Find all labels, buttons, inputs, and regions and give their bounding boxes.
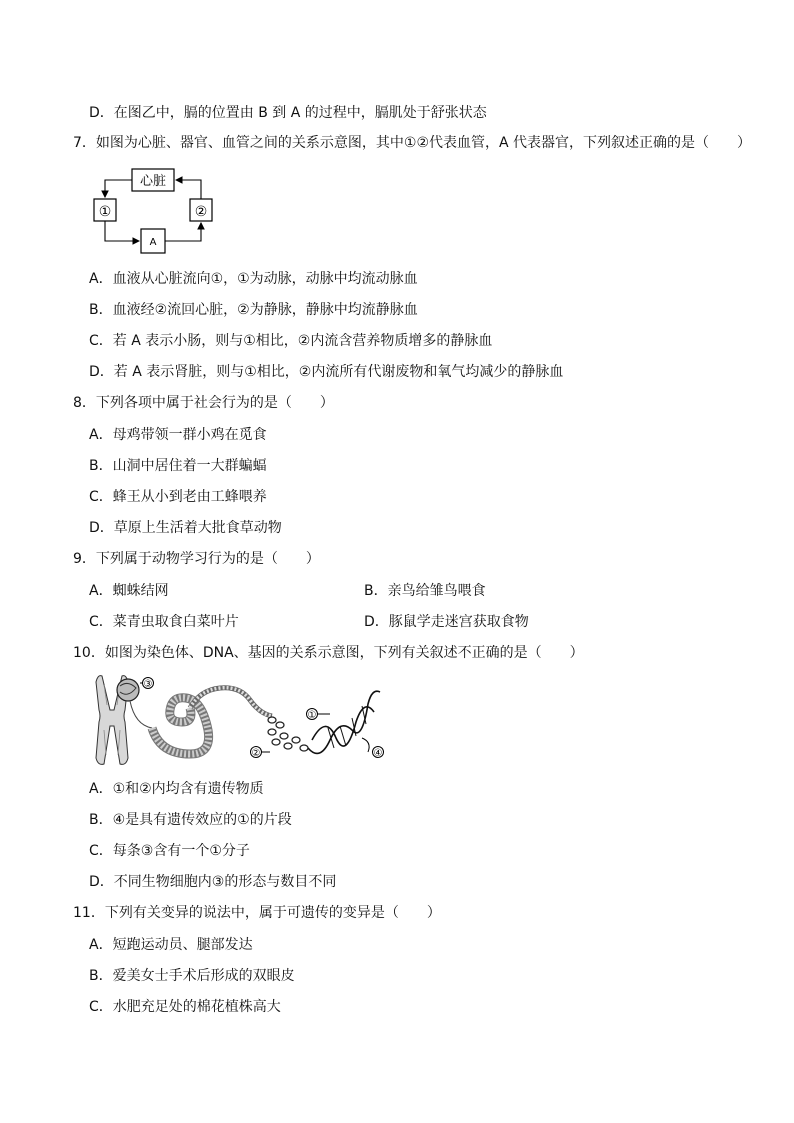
q7-option-d: D．若 A 表示肾脏，则与①相比，②内流所有代谢废物和氧气均减少的静脉血 — [89, 364, 564, 380]
label-3: ③ — [143, 679, 153, 690]
q8-stem: 8．下列各项中属于社会行为的是（ ） — [73, 395, 334, 411]
label-1: ① — [307, 710, 317, 721]
svg-text:①: ① — [98, 204, 112, 220]
q9-option-d: D．豚鼠学走迷宫获取食物 — [364, 614, 529, 630]
coiled-chromatin — [152, 688, 272, 754]
organ-a-box — [141, 229, 165, 253]
q8-option-c: C．蜂王从小到老由工蜂喂养 — [89, 489, 267, 505]
q8-option-d: D．草原上生活着大批食草动物 — [89, 520, 282, 536]
arrow-heart-to-1 — [105, 180, 132, 197]
q7-circulation-diagram — [88, 163, 223, 258]
arrow-2-to-heart — [176, 180, 201, 199]
arrow-1-to-a — [105, 221, 139, 241]
vessel-2-box — [190, 199, 212, 221]
vessel-1-box — [94, 199, 116, 221]
q10-option-d: D．不同生物细胞内③的形态与数目不同 — [89, 874, 337, 890]
q10-option-a: A．①和②内均含有遗传物质 — [89, 781, 264, 797]
q11-option-c: C．水肥充足处的棉花植株高大 — [89, 999, 281, 1015]
q9-option-a: A．蜘蛛结网 — [89, 583, 169, 599]
q10-option-c: C．每条③含有一个①分子 — [89, 843, 250, 859]
nucleosome-beads — [268, 717, 308, 751]
q11-option-b: B．爱美女士手术后形成的双眼皮 — [89, 968, 295, 984]
q10-option-b: B．④是具有遗传效应的①的片段 — [89, 812, 292, 828]
q8-option-a: A．母鸡带领一群小鸡在觅食 — [89, 427, 267, 443]
label-4: ④ — [373, 748, 383, 759]
q10-chromosome-dna-gene-diagram — [90, 670, 390, 770]
arrow-a-to-2 — [165, 223, 201, 241]
svg-text:A: A — [149, 237, 157, 248]
q9-stem: 9．下列属于动物学习行为的是（ ） — [73, 551, 320, 567]
q7-stem: 7．如图为心脏、器官、血管之间的关系示意图，其中①②代表血管，A 代表器官，下列叙述正确的是（ ） — [73, 135, 752, 151]
q7-option-b: B．血液经②流回心脏，②为静脉，静脉中均流静脉血 — [89, 302, 418, 318]
svg-text:心脏: 心脏 — [139, 174, 167, 189]
q8-option-b: B．山洞中居住着一大群蝙蝠 — [89, 458, 267, 474]
q7-option-a: A．血液从心脏流向①，①为动脉，动脉中均流动脉血 — [89, 271, 418, 287]
svg-text:②: ② — [194, 204, 208, 220]
q11-stem: 11．下列有关变异的说法中，属于可遗传的变异是（ ） — [73, 905, 441, 921]
q6-option-d: D．在图乙中，膈的位置由 B 到 A 的过程中，膈肌处于舒张状态 — [89, 105, 487, 121]
heart-box — [132, 169, 174, 191]
q9-option-c: C．菜青虫取食白菜叶片 — [89, 614, 239, 630]
magnified-region — [117, 679, 139, 701]
q7-option-c: C．若 A 表示小肠，则与①相比，②内流含营养物质增多的静脉血 — [89, 333, 493, 349]
q9-option-b: B．亲鸟给雏鸟喂食 — [364, 583, 486, 599]
q11-option-a: A．短跑运动员、腿部发达 — [89, 937, 253, 953]
label-2: ② — [251, 748, 261, 759]
q10-stem: 10．如图为染色体、DNA、基因的关系示意图，下列有关叙述不正确的是（ ） — [73, 645, 584, 661]
